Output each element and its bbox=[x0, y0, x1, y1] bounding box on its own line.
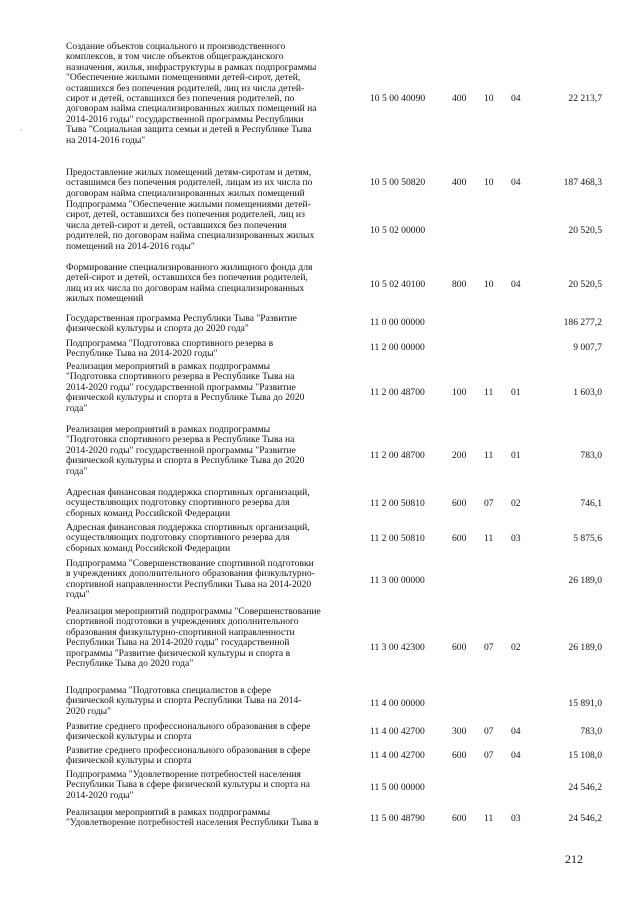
row-sum: 20 520,5 bbox=[568, 225, 602, 236]
row-sum: 5 875,6 bbox=[573, 533, 602, 544]
row-sum: 746,1 bbox=[580, 498, 602, 509]
row-vr: 600 bbox=[452, 498, 467, 509]
row-sum: 186 277,2 bbox=[563, 317, 602, 328]
row-pr: 04 bbox=[511, 177, 521, 188]
row-name: Развитие среднего профессионального образования в сфере физической культуры и спорта bbox=[66, 745, 311, 767]
row-name: Государственная программа Республики Тыва "Развитие физической культуры и спорта до 2020 года" bbox=[66, 313, 297, 335]
row-pr: 02 bbox=[511, 498, 521, 509]
row-name: Реализация мероприятий подпрограммы "Совершенствование спортивной подготовки в учреждениях дополнительного образования физкультурно-спортивной направленности Республики Тыва на 2014-2020 годы" государственной программы "Развитие физической культуры и спорта в Республике Тыва до 2020 года" bbox=[66, 606, 321, 670]
row-rz: 07 bbox=[484, 750, 494, 761]
row-vr: 100 bbox=[452, 387, 467, 398]
row-rz: 07 bbox=[484, 726, 494, 737]
row-rz: 10 bbox=[484, 93, 494, 104]
row-pr: 04 bbox=[511, 750, 521, 761]
row-code: 11 5 00 00000 bbox=[370, 782, 425, 793]
margin-mark: · bbox=[20, 126, 23, 135]
row-sum: 26 189,0 bbox=[568, 575, 602, 586]
row-pr: 01 bbox=[511, 387, 521, 398]
row-code: 11 0 00 00000 bbox=[370, 317, 425, 328]
row-name: Реализация мероприятий в рамках подпрограммы "Подготовка спортивного резерва в Республике Тыва на 2014-2020 годы" государственной программы "Развитие физической культуры и спорта в Республике Тыва до 2020 года" bbox=[66, 361, 305, 414]
row-code: 11 3 00 00000 bbox=[370, 575, 425, 586]
row-code: 11 2 00 50810 bbox=[370, 498, 425, 509]
row-pr: 02 bbox=[511, 642, 521, 653]
row-code: 11 3 00 42300 bbox=[370, 642, 425, 653]
row-code: 11 2 00 48700 bbox=[370, 450, 425, 461]
row-sum: 24 546,2 bbox=[568, 813, 602, 824]
row-pr: 04 bbox=[511, 93, 521, 104]
row-pr: 01 bbox=[511, 450, 521, 461]
row-vr: 300 bbox=[452, 726, 467, 737]
row-name: Создание объектов социального и производственного комплексов, в том числе объектов общегражданского назначения, жилья, инфраструктуры в рамках подпрограммы "Обеспечение жилыми помещениями детей-сирот, детей, оставшихся без попечения родителей, лиц из числа детей- сирот и детей, оставшихся без попечения родителей, по договорам найма специализированных жилых помещений на 2014-2016 годы" государственной программы Республики Тыва "Социальная защита семьи и детей в Республике Тыва на 2014-2016 годы" bbox=[66, 41, 317, 146]
row-code: 10 5 02 00000 bbox=[370, 225, 426, 236]
row-sum: 20 520,5 bbox=[568, 279, 602, 290]
row-sum: 22 213,7 bbox=[568, 93, 602, 104]
row-code: 11 4 00 42700 bbox=[370, 750, 425, 761]
row-pr: 04 bbox=[511, 279, 521, 290]
row-name: Реализация мероприятий в рамках подпрограммы "Удовлетворение потребностей населения Республики Тыва в bbox=[66, 807, 319, 829]
row-rz: 11 bbox=[484, 533, 494, 544]
row-code: 11 4 00 42700 bbox=[370, 726, 425, 737]
row-code: 11 2 00 00000 bbox=[370, 342, 425, 353]
row-vr: 800 bbox=[452, 279, 467, 290]
page-number: 212 bbox=[565, 852, 583, 866]
row-pr: 04 bbox=[511, 726, 521, 737]
row-sum: 9 007,7 bbox=[573, 342, 602, 353]
row-code: 11 2 00 50810 bbox=[370, 533, 425, 544]
row-name: Подпрограмма "Совершенствование спортивной подготовки в учреждениях дополнительного образования физкультурно- спортивной направленности Республики Тыва на 2014-2020 годы" bbox=[66, 558, 315, 601]
row-code: 10 5 00 50820 bbox=[370, 177, 426, 188]
row-rz: 10 bbox=[484, 177, 494, 188]
row-rz: 07 bbox=[484, 642, 494, 653]
row-code: 11 5 00 48790 bbox=[370, 813, 425, 824]
row-rz: 10 bbox=[484, 279, 494, 290]
row-sum: 24 546,2 bbox=[568, 782, 602, 793]
row-sum: 15 891,0 bbox=[568, 698, 602, 709]
row-vr: 600 bbox=[452, 813, 467, 824]
row-pr: 03 bbox=[511, 813, 521, 824]
row-code: 11 4 00 00000 bbox=[370, 698, 425, 709]
row-name: Предоставление жилых помещений детям-сиротам и детям, оставшимся без попечения родителей, лицам из их числа по договорам найма специализированных жилых помещений bbox=[66, 167, 313, 199]
row-rz: 11 bbox=[484, 450, 494, 461]
row-vr: 600 bbox=[452, 750, 467, 761]
row-name: Реализация мероприятий в рамках подпрограммы "Подготовка спортивного резерва в Республике Тыва на 2014-2020 годы" государственной программы "Развитие физической культуры и спорта в Республике Тыва до 2020 года" bbox=[66, 424, 305, 477]
row-vr: 200 bbox=[452, 450, 467, 461]
row-vr: 600 bbox=[452, 642, 467, 653]
row-sum: 15 108,0 bbox=[568, 750, 602, 761]
row-vr: 400 bbox=[452, 93, 467, 104]
row-name: Подпрограмма "Подготовка специалистов в сфере физической культуры и спорта Республики Тыва на 2014- 2020 годы" bbox=[66, 685, 302, 717]
row-name: Адресная финансовая поддержка спортивных организаций, осуществляющих подготовку спортивного резерва для сборных команд Российской Федерации bbox=[66, 522, 310, 554]
row-code: 10 5 02 40100 bbox=[370, 279, 426, 290]
row-name: Подпрограмма "Обеспечение жилыми помещениями детей- сирот, детей, оставшихся без попечения родителей, лиц из числа детей-сирот и детей, оставшихся без попечения родителей, по договорам найма специализированных жилых помещений на 2014-2016 годы" bbox=[66, 199, 315, 252]
row-sum: 783,0 bbox=[580, 450, 602, 461]
row-sum: 26 189,0 bbox=[568, 642, 602, 653]
row-rz: 07 bbox=[484, 498, 494, 509]
row-rz: 11 bbox=[484, 387, 494, 398]
row-name: Развитие среднего профессионального образования в сфере физической культуры и спорта bbox=[66, 721, 311, 743]
row-vr: 600 bbox=[452, 533, 467, 544]
row-sum: 1 603,0 bbox=[573, 387, 602, 398]
row-name: Формирование специализированного жилищного фонда для детей-сирот и детей, оставшихся без попечения родителей, лиц из их числа по договорам найма специализированных жилых помещений bbox=[66, 262, 313, 305]
row-code: 11 2 00 48700 bbox=[370, 387, 425, 398]
row-code: 10 5 00 40090 bbox=[370, 93, 426, 104]
row-sum: 187 468,3 bbox=[563, 177, 602, 188]
row-rz: 11 bbox=[484, 813, 494, 824]
row-name: Адресная финансовая поддержка спортивных организаций, осуществляющих подготовку спортивного резерва для сборных команд Российской Федерации bbox=[66, 487, 310, 519]
row-pr: 03 bbox=[511, 533, 521, 544]
row-vr: 400 bbox=[452, 177, 467, 188]
row-name: Подпрограмма "Удовлетворение потребностей населения Республики Тыва в сфере физической культуры и спорта на 2014-2020 годы" bbox=[66, 769, 310, 801]
row-sum: 783,0 bbox=[580, 726, 602, 737]
row-name: Подпрограмма "Подготовка спортивного резерва в Республике Тыва на 2014-2020 годы" bbox=[66, 338, 274, 360]
